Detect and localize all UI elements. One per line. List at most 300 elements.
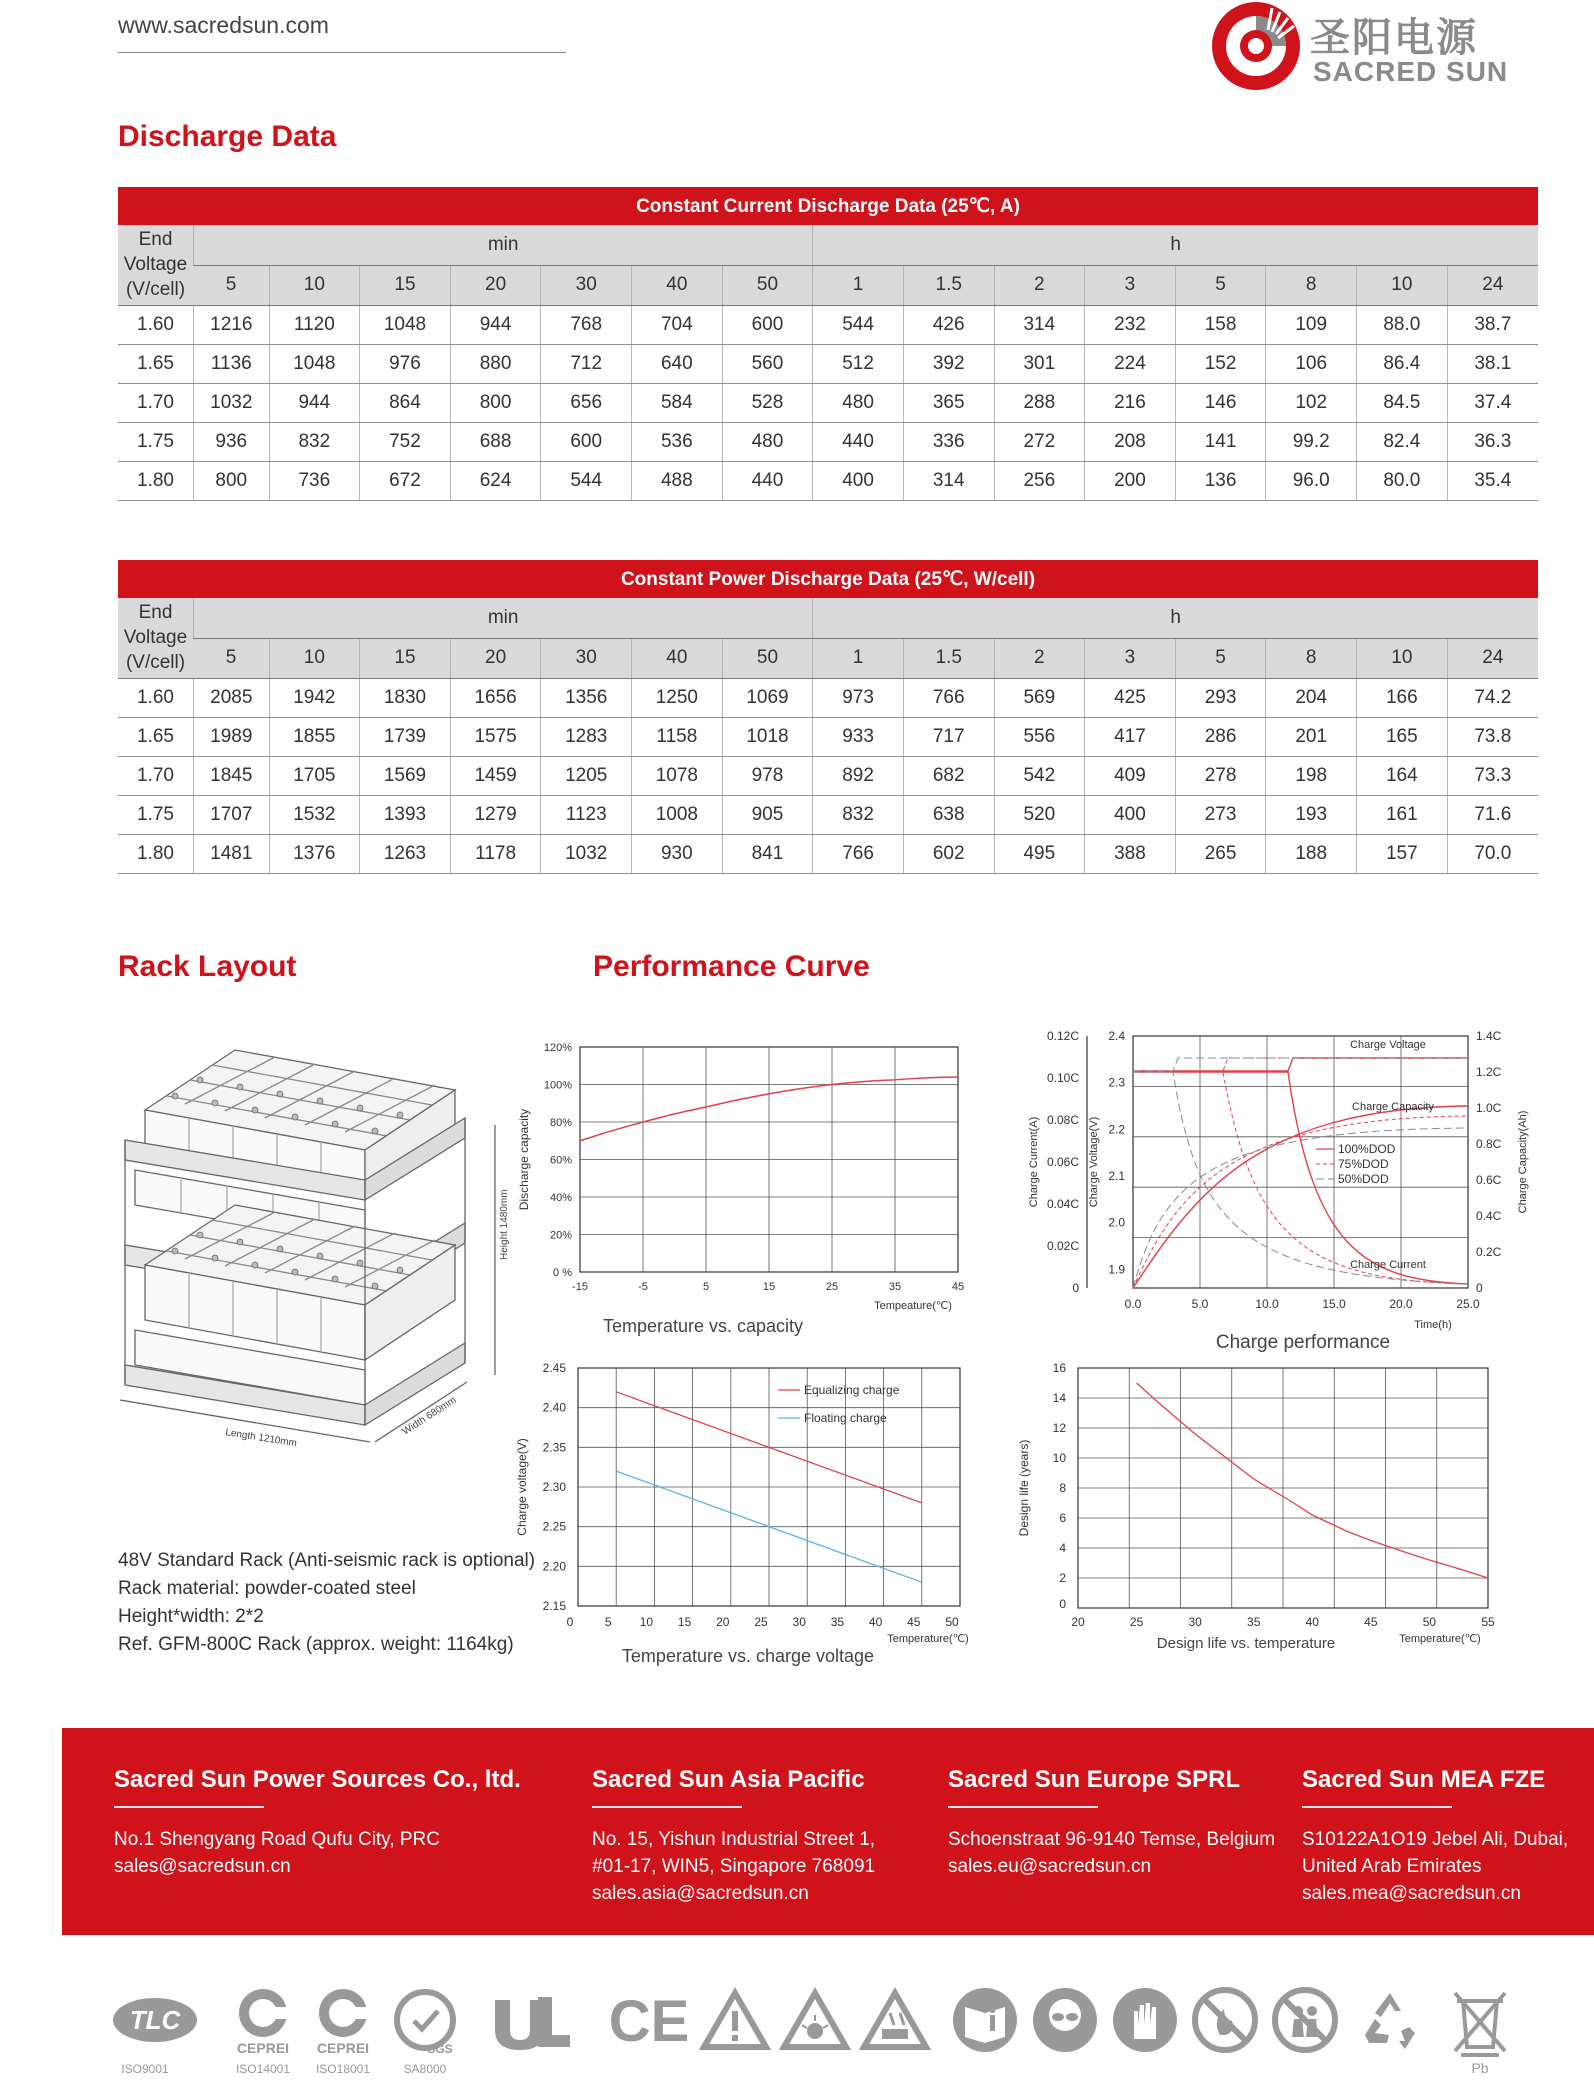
table-cell: 232 [1085, 305, 1176, 344]
table-cell: 166 [1357, 678, 1448, 717]
table-cell: 766 [813, 834, 904, 873]
table-cell: 682 [903, 756, 994, 795]
table-cell: 1069 [722, 678, 813, 717]
x-tick-label: 0 [566, 1615, 574, 1629]
table-cell: 1989 [194, 717, 270, 756]
table-cell: 426 [903, 305, 994, 344]
table-cell: 800 [450, 383, 541, 422]
row-end-voltage: 1.60 [118, 305, 194, 344]
current-tick-label: 0.08C [1046, 1113, 1079, 1127]
table-cell: 1123 [541, 795, 632, 834]
table-cell: 480 [813, 383, 904, 422]
footer-address-line: S10122A1O19 Jebel Ali, Dubai, [1302, 1829, 1569, 1850]
y-tick-label: 16 [1052, 1361, 1066, 1375]
table-cell: 1078 [632, 756, 723, 795]
table-cell: 392 [903, 344, 994, 383]
table-cell: 768 [541, 305, 632, 344]
y-tick-label: 2 [1059, 1571, 1066, 1585]
table-row [118, 422, 1538, 461]
tlc-text: TLC [129, 2005, 181, 2035]
table-cell: 556 [994, 717, 1085, 756]
chart-title: Temperature vs. charge voltage [621, 1646, 875, 1666]
column-header: 3 [1085, 638, 1176, 678]
x-tick-label: 25 [825, 1281, 839, 1293]
chart-title: Charge performance [1215, 1332, 1391, 1353]
table-group-row [118, 225, 1538, 265]
table-cell: 752 [360, 422, 451, 461]
capacity-tick-label: 0.2C [1476, 1245, 1502, 1259]
end-voltage-header-line: (V/cell) [125, 279, 186, 301]
table-cell: 96.0 [1266, 461, 1357, 500]
table-cell: 1705 [269, 756, 360, 795]
footer-company-hq [114, 1766, 521, 1880]
footer-company-name: Sacred Sun Asia Pacific [592, 1766, 865, 1793]
explosion-icon [780, 1985, 850, 2079]
table-cell: 1120 [269, 305, 360, 344]
table-cell: 400 [813, 461, 904, 500]
table-cell: 102 [1266, 383, 1357, 422]
voltage-axis-label: Charge Voltage(V) [1088, 1116, 1100, 1208]
column-header: 15 [360, 638, 451, 678]
design-life-curve [1137, 1383, 1488, 1578]
table-cell: 600 [722, 305, 813, 344]
column-header: 50 [722, 265, 813, 305]
table-cell: 978 [722, 756, 813, 795]
warning-icon [700, 1985, 770, 2079]
table-cell: 1532 [269, 795, 360, 834]
x-tick-label: 20 [1071, 1615, 1085, 1629]
footer-email-link[interactable]: sales.eu@sacredsun.cn [948, 1856, 1152, 1877]
site-url[interactable]: www.sacredsun.com [118, 12, 329, 38]
table-cell: 256 [994, 461, 1085, 500]
table-cell: 425 [1085, 678, 1176, 717]
current-axis-label: Charge Current(A) [1028, 1116, 1040, 1208]
y-tick-label: 120% [543, 1042, 572, 1054]
x-tick-label: 55 [1481, 1615, 1495, 1629]
y-tick-label: 8 [1059, 1481, 1066, 1495]
end-voltage-header-line: Voltage [123, 627, 188, 649]
x-tick-label: 30 [1188, 1615, 1202, 1629]
cert-caption: SA8000 [403, 2062, 447, 2076]
temperature-charge-voltage-chart [508, 1350, 988, 1670]
end-voltage-header-line: End [138, 602, 173, 624]
footer-company-mea [1302, 1766, 1568, 1907]
table-cell: 1356 [541, 678, 632, 717]
voltage-tick-label: 2.1 [1108, 1169, 1125, 1183]
table-cell: 293 [1175, 678, 1266, 717]
table-cell: 38.7 [1447, 305, 1538, 344]
table-cell: 1250 [632, 678, 723, 717]
table-cell: 157 [1357, 834, 1448, 873]
table-title: Constant Current Discharge Data (25℃, A) [118, 187, 1538, 225]
column-header: 24 [1447, 265, 1538, 305]
row-end-voltage: 1.60 [118, 678, 194, 717]
table-cell: 880 [450, 344, 541, 383]
table-cell: 832 [813, 795, 904, 834]
table-group-row [118, 598, 1538, 638]
y-axis-label: Design life (years) [1017, 1439, 1031, 1537]
table-cell: 273 [1175, 795, 1266, 834]
table-cell: 288 [994, 383, 1085, 422]
table-cell: 892 [813, 756, 904, 795]
table-cell: 1459 [450, 756, 541, 795]
header-divider [118, 52, 566, 53]
sacred-sun-logo [1210, 0, 1520, 92]
certification-icons [110, 1985, 1590, 2079]
table-cell: 74.2 [1447, 678, 1538, 717]
table-cell: 88.0 [1357, 305, 1448, 344]
capacity-tick-label: 0.4C [1476, 1209, 1502, 1223]
footer-address-line: Schoenstraat 96-9140 Temse, Belgium [948, 1829, 1276, 1850]
table-row [118, 344, 1538, 383]
table-cell: 736 [269, 461, 360, 500]
table-cell: 164 [1357, 756, 1448, 795]
keep-children-away-icon [1270, 1985, 1340, 2079]
x-tick-label: 35 [888, 1281, 902, 1293]
table-cell: 1656 [450, 678, 541, 717]
group-header-h: h [813, 598, 1538, 638]
voltage-curve-label: Charge Voltage [1350, 1039, 1426, 1051]
recycle-icon [1355, 1985, 1425, 2079]
table-cell: 440 [722, 461, 813, 500]
x-axis-label: Temperature(℃) [887, 1633, 969, 1645]
rack-note: Rack material: powder-coated steel [118, 1578, 416, 1599]
column-header: 1.5 [903, 265, 994, 305]
table-cell: 301 [994, 344, 1085, 383]
table-cell: 1032 [541, 834, 632, 873]
column-header: 50 [722, 638, 813, 678]
capacity-tick-label: 0.6C [1476, 1173, 1502, 1187]
capacity-tick-label: 1.0C [1476, 1101, 1502, 1115]
table-cell: 905 [722, 795, 813, 834]
current-tick-label: 0.12C [1046, 1029, 1079, 1043]
gloves-icon [1110, 1985, 1180, 2079]
table-cell: 933 [813, 717, 904, 756]
table-cell: 165 [1357, 717, 1448, 756]
table-cell: 36.3 [1447, 422, 1538, 461]
cepri-text: CEPREI [236, 2040, 290, 2056]
column-header: 10 [269, 265, 360, 305]
footer-address-line: No.1 Shengyang Road Qufu City, PRC [114, 1829, 440, 1850]
table-cell: 512 [813, 344, 904, 383]
table-cell: 314 [903, 461, 994, 500]
corrosive-icon [860, 1985, 930, 2079]
voltage-tick-label: 2.2 [1108, 1122, 1125, 1137]
performance-curve-title: Performance Curve [593, 950, 870, 983]
x-tick-label: 25.0 [1456, 1297, 1480, 1311]
ul-icon [490, 1985, 560, 2079]
x-tick-label: 50 [1422, 1615, 1437, 1629]
voltage-curve-100 [1133, 1058, 1468, 1071]
footer-address-line: #01-17, WIN5, Singapore 768091 [592, 1856, 876, 1877]
column-header: 5 [1175, 265, 1266, 305]
ce-icon [604, 1985, 690, 2079]
table-cell: 1032 [194, 383, 270, 422]
chart-title: Design life vs. temperature [1156, 1635, 1336, 1652]
column-header: 8 [1266, 265, 1357, 305]
x-tick-label: 15.0 [1322, 1297, 1346, 1311]
row-end-voltage: 1.75 [118, 422, 194, 461]
y-tick-label: 40% [549, 1192, 572, 1204]
column-header: 2 [994, 638, 1085, 678]
table-row [118, 461, 1538, 500]
table-cell: 672 [360, 461, 451, 500]
table-cell: 82.4 [1357, 422, 1448, 461]
x-tick-label: 40 [1305, 1615, 1319, 1629]
column-header: 8 [1266, 638, 1357, 678]
footer-divider [948, 1806, 1098, 1808]
table-cell: 208 [1085, 422, 1176, 461]
table-cell: 141 [1175, 422, 1266, 461]
column-header: 10 [1357, 265, 1448, 305]
table-cell: 286 [1175, 717, 1266, 756]
y-tick-label: 12 [1052, 1421, 1066, 1435]
plot-frame [1133, 1036, 1468, 1288]
table-cell: 152 [1175, 344, 1266, 383]
rack-length-label: Length 1210mm [224, 1427, 298, 1450]
rack-note: 48V Standard Rack (Anti-seismic rack is optional) [118, 1550, 536, 1571]
column-header: 20 [450, 265, 541, 305]
x-tick-label: 30 [792, 1615, 806, 1629]
y-tick-label: 60% [549, 1154, 572, 1167]
table-cell: 400 [1085, 795, 1176, 834]
table-cell: 600 [541, 422, 632, 461]
constant-power-table [118, 560, 1538, 874]
legend-label: Floating charge [804, 1411, 887, 1425]
cepri-text: CEPREI [316, 2040, 370, 2056]
end-voltage-header [118, 225, 194, 305]
x-tick-label: 40 [868, 1615, 883, 1629]
table-cell: 278 [1175, 756, 1266, 795]
row-end-voltage: 1.70 [118, 383, 194, 422]
table-cell: 265 [1175, 834, 1266, 873]
ce-text: CE [608, 1989, 690, 2054]
column-header: 5 [194, 638, 270, 678]
table-cell: 388 [1085, 834, 1176, 873]
cepri-icon [228, 1985, 298, 2079]
column-header: 20 [450, 638, 541, 678]
table-cell: 1575 [450, 717, 541, 756]
row-end-voltage: 1.70 [118, 756, 194, 795]
table-cell: 193 [1266, 795, 1357, 834]
legend-label: 100%DOD [1338, 1142, 1396, 1156]
x-axis-label: Tempeature(℃) [874, 1300, 952, 1312]
y-tick-label: 2.35 [542, 1440, 566, 1455]
x-tick-label: 50 [945, 1615, 959, 1629]
table-cell: 38.1 [1447, 344, 1538, 383]
footer-divider [1302, 1806, 1452, 1808]
cepri-icon [308, 1985, 378, 2079]
x-tick-label: -5 [638, 1281, 648, 1293]
pb-text: Pb [1471, 2060, 1489, 2076]
table-cell: 73.3 [1447, 756, 1538, 795]
sgs-text: SGS [427, 2042, 453, 2056]
end-voltage-header-line: Voltage [123, 254, 188, 276]
table-cell: 1739 [360, 717, 451, 756]
table-cell: 109 [1266, 305, 1357, 344]
constant-current-table [118, 187, 1538, 501]
table-cell: 314 [994, 305, 1085, 344]
column-header: 3 [1085, 265, 1176, 305]
table-cell: 624 [450, 461, 541, 500]
y-tick-label: 20% [549, 1229, 572, 1242]
y-tick-label: 10 [1052, 1451, 1066, 1465]
table-cell: 204 [1266, 678, 1357, 717]
y-axis-label: Charge voltage(V) [515, 1438, 529, 1536]
y-tick-label: 80% [549, 1117, 572, 1129]
row-end-voltage: 1.80 [118, 834, 194, 873]
legend-label: 50%DOD [1338, 1172, 1389, 1186]
footer-company-name: Sacred Sun Europe SPRL [948, 1766, 1241, 1793]
table-cell: 712 [541, 344, 632, 383]
y-tick-label: 4 [1059, 1541, 1066, 1555]
cert-caption: ISO9001 [121, 2062, 169, 2076]
y-tick-label: 2.45 [542, 1361, 566, 1375]
column-header: 24 [1447, 638, 1538, 678]
table-cell: 542 [994, 756, 1085, 795]
current-tick-label: 0.02C [1046, 1239, 1079, 1253]
group-header-h: h [813, 225, 1538, 265]
logo-chinese-text: 圣阳电源 [1310, 15, 1478, 61]
footer-email-link[interactable]: sales.mea@sacredsun.cn [1302, 1883, 1521, 1904]
group-header-min: min [194, 598, 813, 638]
table-cell: 1855 [269, 717, 360, 756]
table-cell: 717 [903, 717, 994, 756]
y-tick-label: 2.40 [542, 1400, 566, 1415]
x-tick-label: 45 [951, 1281, 965, 1293]
x-tick-label: 35 [1247, 1615, 1261, 1629]
table-cell: 973 [813, 678, 904, 717]
x-tick-label: 25 [1129, 1615, 1144, 1629]
table-cell: 1283 [541, 717, 632, 756]
current-curve-label: Charge Current [1350, 1259, 1426, 1271]
footer-divider [592, 1806, 742, 1808]
end-voltage-header-line: End [138, 229, 173, 251]
y-tick-label: 14 [1052, 1391, 1066, 1405]
column-header: 1 [813, 265, 904, 305]
table-cell: 640 [632, 344, 723, 383]
table-title-row [118, 187, 1538, 225]
column-header: 1 [813, 638, 904, 678]
column-header: 5 [194, 265, 270, 305]
table-cell: 1707 [194, 795, 270, 834]
column-header: 1.5 [903, 638, 994, 678]
column-header: 10 [1357, 638, 1448, 678]
table-cell: 520 [994, 795, 1085, 834]
column-header: 5 [1175, 638, 1266, 678]
table-cell: 70.0 [1447, 834, 1538, 873]
capacity-curve-label: Charge Capacity [1352, 1101, 1434, 1113]
x-tick-label: 10 [639, 1615, 654, 1629]
x-tick-label: 25 [754, 1615, 768, 1629]
table-cell: 106 [1266, 344, 1357, 383]
voltage-curve-50 [1133, 1058, 1468, 1071]
table-cell: 584 [632, 383, 723, 422]
row-end-voltage: 1.80 [118, 461, 194, 500]
x-tick-label: 20 [716, 1615, 730, 1629]
footer-address-line: United Arab Emirates [1302, 1856, 1482, 1877]
y-tick-label: 6 [1059, 1511, 1066, 1525]
x-tick-label: 10.0 [1255, 1297, 1279, 1311]
x-tick-label: -15 [572, 1281, 588, 1293]
table-title-row [118, 560, 1538, 598]
footer-email-link[interactable]: sales@sacredsun.cn [114, 1856, 291, 1877]
table-cell: 1048 [269, 344, 360, 383]
manual-icon [950, 1985, 1020, 2079]
rack-note: Height*width: 2*2 [118, 1606, 264, 1627]
sa8000-icon [390, 1985, 460, 2079]
tlc-icon [110, 1985, 180, 2079]
x-tick-label: 15 [677, 1615, 692, 1629]
table-cell: 158 [1175, 305, 1266, 344]
column-header: 40 [632, 265, 723, 305]
table-cell: 1279 [450, 795, 541, 834]
table-cell: 800 [194, 461, 270, 500]
no-fire-icon [1190, 1985, 1260, 2079]
x-tick-label: 5 [702, 1281, 710, 1293]
table-column-header-row [118, 265, 1538, 305]
voltage-tick-label: 1.9 [1108, 1262, 1125, 1277]
x-tick-label: 45 [1364, 1615, 1378, 1629]
current-tick-label: 0.06C [1046, 1155, 1079, 1169]
table-cell: 544 [813, 305, 904, 344]
table-cell: 73.8 [1447, 717, 1538, 756]
x-tick-label: 15 [762, 1281, 776, 1293]
table-cell: 976 [360, 344, 451, 383]
logo-english-text: SACRED SUN [1313, 56, 1509, 87]
current-tick-label: 0.10C [1046, 1071, 1079, 1085]
footer-email-link[interactable]: sales.asia@sacredsun.cn [592, 1883, 809, 1904]
table-cell: 198 [1266, 756, 1357, 795]
table-cell: 1263 [360, 834, 451, 873]
table-cell: 1136 [194, 344, 270, 383]
table-cell: 638 [903, 795, 994, 834]
footer-divider [114, 1806, 264, 1808]
table-cell: 569 [994, 678, 1085, 717]
voltage-tick-label: 2.3 [1108, 1075, 1125, 1090]
group-header-min: min [194, 225, 813, 265]
table-cell: 1830 [360, 678, 451, 717]
legend-label: Equalizing charge [804, 1383, 900, 1397]
legend-label: 75%DOD [1338, 1157, 1389, 1171]
table-cell: 80.0 [1357, 461, 1448, 500]
table-cell: 136 [1175, 461, 1266, 500]
y-tick-label: 2.20 [542, 1559, 566, 1574]
x-tick-label: 35 [830, 1615, 845, 1629]
table-row [118, 717, 1538, 756]
rack-height-label: Height 1480mm [499, 1189, 510, 1260]
column-header: 2 [994, 265, 1085, 305]
table-cell: 1376 [269, 834, 360, 873]
x-tick-label: 0.0 [1124, 1297, 1142, 1311]
footer-company-asia [592, 1766, 875, 1907]
table-row [118, 834, 1538, 873]
table-cell: 365 [903, 383, 994, 422]
capacity-tick-label: 0 [1476, 1281, 1483, 1295]
table-cell: 544 [541, 461, 632, 500]
footer-company-europe [948, 1766, 1275, 1880]
table-row [118, 305, 1538, 344]
table-cell: 99.2 [1266, 422, 1357, 461]
rack-width-label: Width 680mm [400, 1394, 459, 1438]
row-end-voltage: 1.65 [118, 717, 194, 756]
table-row [118, 678, 1538, 717]
table-cell: 146 [1175, 383, 1266, 422]
y-axis-label: Discharge capacity [517, 1108, 531, 1211]
y-tick-label: 100% [543, 1079, 572, 1092]
rack-drawing [115, 1030, 515, 1475]
x-axis-label: Time(h) [1414, 1319, 1452, 1331]
